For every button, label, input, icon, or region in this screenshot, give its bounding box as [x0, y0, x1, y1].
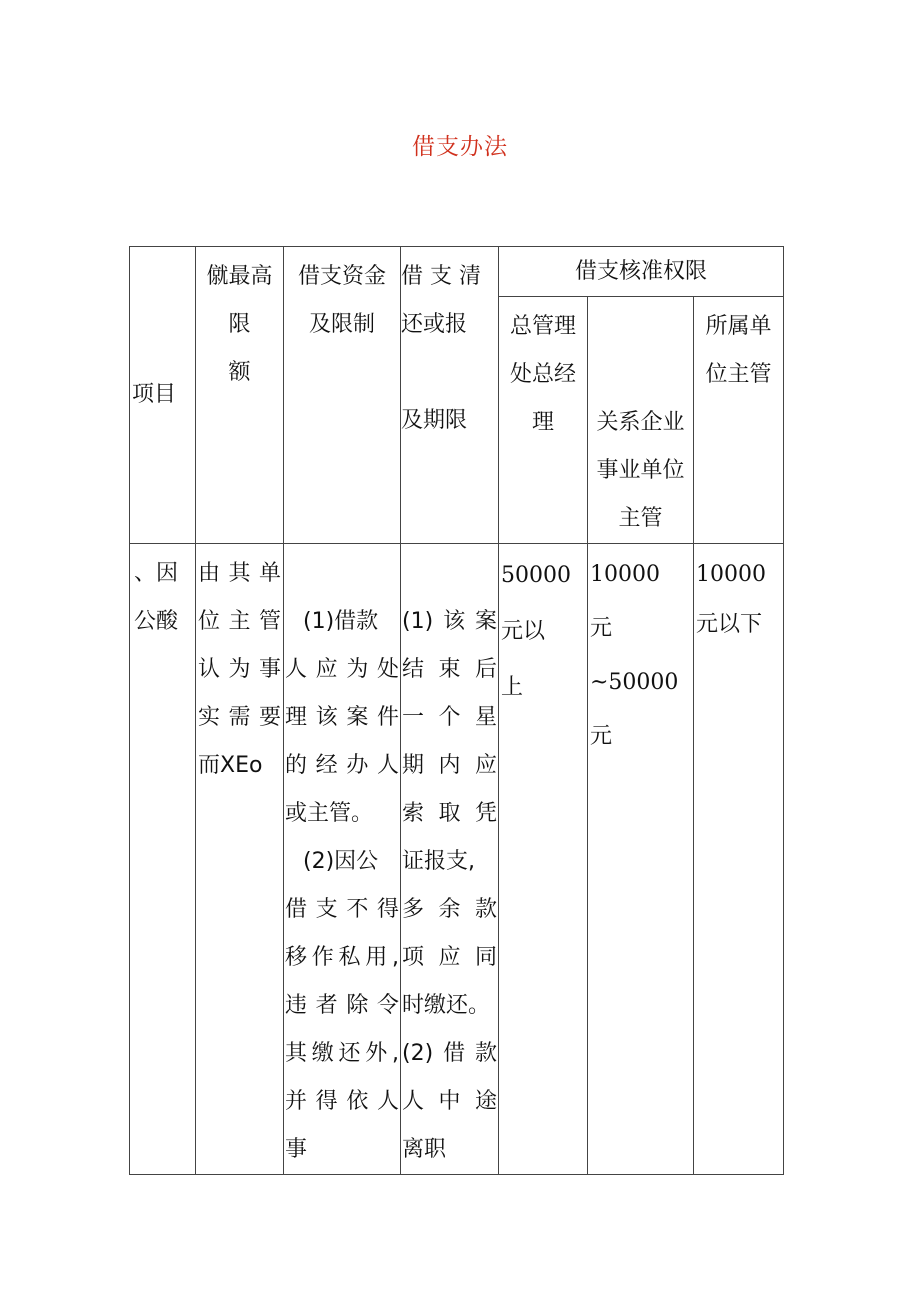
row1-limit-line: 位主管 [198, 609, 281, 634]
row1-unit-line: 元以下 [696, 612, 763, 637]
header-related-line: 关系企业 [596, 410, 685, 435]
header-unit-line: 位主管 [705, 362, 772, 387]
row1-clear-line: 离职 [402, 1137, 447, 1162]
header-approval: 借支核准权限 [499, 247, 784, 297]
row1-clear-line: 索取凭 [402, 801, 497, 826]
row1-fund [284, 544, 401, 1175]
document-title: 借支办法 [412, 134, 508, 160]
row1-related-line: 10000 [590, 562, 660, 587]
row1-related-line: 元 [590, 616, 613, 641]
header-gm-line: 理 [531, 410, 554, 435]
row1-clear-line: 期内应 [402, 753, 497, 778]
header-limit-line: 限 [228, 312, 251, 337]
row1-fund-line: (2)因公 [303, 849, 379, 874]
header-related-line: 主管 [618, 506, 663, 531]
row1-clear-line: 人中途 [402, 1089, 497, 1114]
loan-approval-table [129, 246, 784, 1175]
row1-limit-line: 而XEo [198, 753, 263, 778]
header-clear-line [401, 349, 498, 397]
header-item: 项目 [130, 247, 196, 544]
row1-related-amount [588, 544, 694, 1175]
row1-limit-line: 认为事 [198, 657, 281, 682]
header-clear-line: 借 支 清 [401, 264, 481, 289]
header-related [588, 297, 694, 544]
header-related-line: 事业单位 [596, 458, 685, 483]
row1-clear-line: 结束后 [402, 657, 497, 682]
header-gm-line: 总管理 [509, 314, 576, 339]
header-limit-line: 僦最高 [206, 264, 273, 289]
row1-clear-line: 一个星 [402, 705, 497, 730]
row1-clear-line: (2)借款 [402, 1041, 497, 1066]
row1-gm-line: 上 [501, 675, 524, 700]
row1-clear-line: 多余款 [402, 897, 497, 922]
row1-related-line: 元 [590, 724, 613, 749]
row1-clear-line: 时缴还。 [402, 993, 491, 1018]
row1-item-line: 公酸 [134, 609, 179, 634]
row1-fund-line: 其缴还外, [285, 1041, 399, 1066]
header-clear-line: 还或报 [401, 312, 468, 337]
row1-fund-line: 理该案件 [285, 705, 399, 730]
row1-fund-line: 或主管。 [285, 801, 374, 826]
row1-unit-amount [694, 544, 784, 1175]
header-fund-line: 借支资金 [297, 264, 386, 289]
row1-fund-line: 借支不得 [285, 897, 399, 922]
header-fund [284, 247, 401, 544]
row1-fund-line: 并得依人 [285, 1089, 399, 1114]
header-limit [196, 247, 284, 544]
header-limit-line: 额 [228, 360, 251, 385]
row1-fund-line: (1)借款 [303, 609, 379, 634]
header-gm-line: 处总经 [509, 362, 576, 387]
header-unit [694, 297, 784, 544]
row1-clear [401, 544, 499, 1175]
row1-item [130, 544, 196, 1175]
row1-unit-line: 10000 [696, 562, 766, 587]
row1-gm-line: 元以 [501, 619, 546, 644]
row1-limit [196, 544, 284, 1175]
row1-limit-line: 由其单 [198, 561, 281, 586]
header-clear-line: 及期限 [401, 408, 468, 433]
header-gm [499, 297, 588, 544]
row1-clear-line: 项应同 [402, 945, 497, 970]
row1-clear-line: 证报支, [402, 849, 475, 874]
row1-fund-line: 的经办人 [285, 753, 399, 778]
row1-fund-line: 事 [285, 1137, 308, 1162]
row1-gm-amount [499, 544, 588, 1175]
row1-clear-line: (1)该案 [402, 609, 497, 634]
row1-related-line: ~50000 [590, 670, 679, 695]
row1-limit-line: 实需要 [198, 705, 281, 730]
row1-gm-line: 50000 [501, 563, 571, 588]
row1-fund-line: 人应为处 [285, 657, 399, 682]
header-unit-line: 所属单 [705, 314, 772, 339]
header-fund-line: 及限制 [308, 312, 375, 337]
row1-fund-line: 移作私用, [285, 945, 399, 970]
row1-item-line: 、因 [134, 561, 179, 586]
row1-fund-line: 违者除令 [285, 993, 399, 1018]
header-clear [401, 247, 499, 544]
